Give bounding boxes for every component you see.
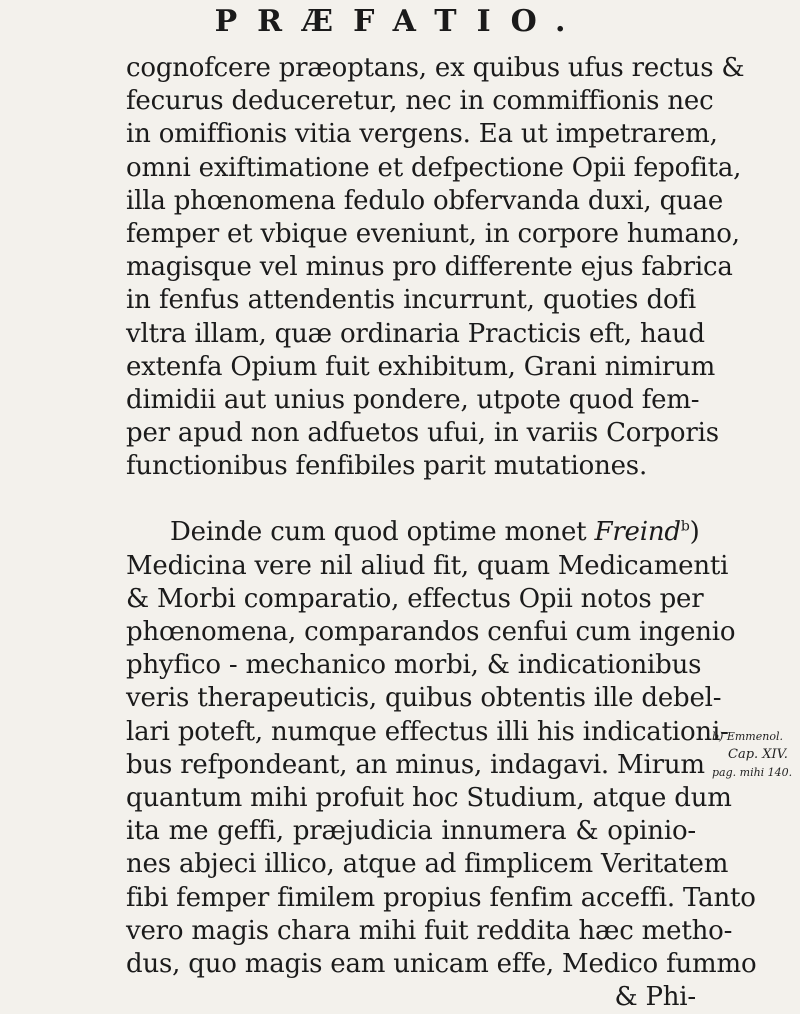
text-line: veris therapeuticis, quibus obtentis ille debel-	[126, 683, 722, 714]
footnote-marker: b	[680, 518, 690, 535]
text-line: nes abjeci illico, atque ad fimplicem Veritatem	[126, 849, 729, 880]
text-line: in fenfus attendentis incurrunt, quoties dofi	[126, 285, 696, 316]
running-head: PRÆFATIO.	[214, 4, 586, 39]
text-line: fecurus deduceretur, nec in commiffionis nec	[126, 86, 714, 117]
text-line: in omiffionis vitia vergens. Ea ut impetrarem,	[126, 119, 718, 150]
text-line: & Morbi comparatio, effectus Opii notos per	[126, 583, 704, 614]
text-line: Deinde cum quod optime monet Freind$^b$)	[170, 517, 700, 548]
text-line: extenfa Opium fuit exhibitum, Grani nimirum	[126, 351, 716, 382]
text-line: lari poteft, numque effectus illi his indicationi-	[126, 716, 729, 747]
text-line: dimidii aut unius pondere, utpote quod fem-	[126, 384, 700, 415]
text-line: quantum mihi profuit hoc Studium, atque dum	[126, 782, 732, 813]
text-line: Medicina vere nil aliud fit, quam Medicamenti	[126, 550, 729, 581]
text-line: dus, quo magis eam unicam effe, Medico fummo	[126, 948, 757, 979]
text-line: ita me geffi, præjudicia innumera & opinio-	[126, 816, 696, 847]
text-line: omni exiftimatione et defpectione Opii fepofita,	[126, 152, 742, 183]
text-line: per apud non adfuetos ufui, in variis Corporis	[126, 418, 719, 449]
margin-note	[712, 728, 800, 782]
text-line: phyfico - mechanico morbi, & indicationibus	[126, 650, 702, 681]
text-line: illa phœnomena fedulo obfervanda duxi, quae	[126, 185, 724, 216]
text-line: fibi femper fimilem propius fenfim acceffi. Tanto	[126, 882, 756, 913]
catchword: & Phi-	[614, 982, 696, 1013]
text-line: femper et vbique eveniunt, in corpore humano,	[126, 218, 740, 249]
text-line: vero magis chara mihi fuit reddita hæc metho-	[126, 915, 733, 946]
author-name: Freind	[594, 517, 681, 548]
margin-note-reference: b) Emmenol.	[712, 730, 783, 743]
paragraph-gap	[126, 483, 696, 516]
text-line: vltra illam, quæ ordinaria Practicis eft, haud	[126, 318, 705, 349]
text-line: bus refpondeant, an minus, indagavi. Mirum	[126, 749, 705, 780]
text-line: phœnomena, comparandos cenfui cum ingenio	[126, 617, 736, 647]
margin-note-chapter: Cap. XIV.	[728, 747, 788, 762]
text-line: cognofcere præoptans, ex quibus ufus rectus &	[126, 53, 745, 83]
margin-note-page: pag. mihi 140.	[712, 766, 793, 779]
text-line: magisque vel minus pro differente ejus fabrica	[126, 252, 733, 283]
text-line: functionibus fenfibiles parit mutationes.	[126, 451, 648, 482]
